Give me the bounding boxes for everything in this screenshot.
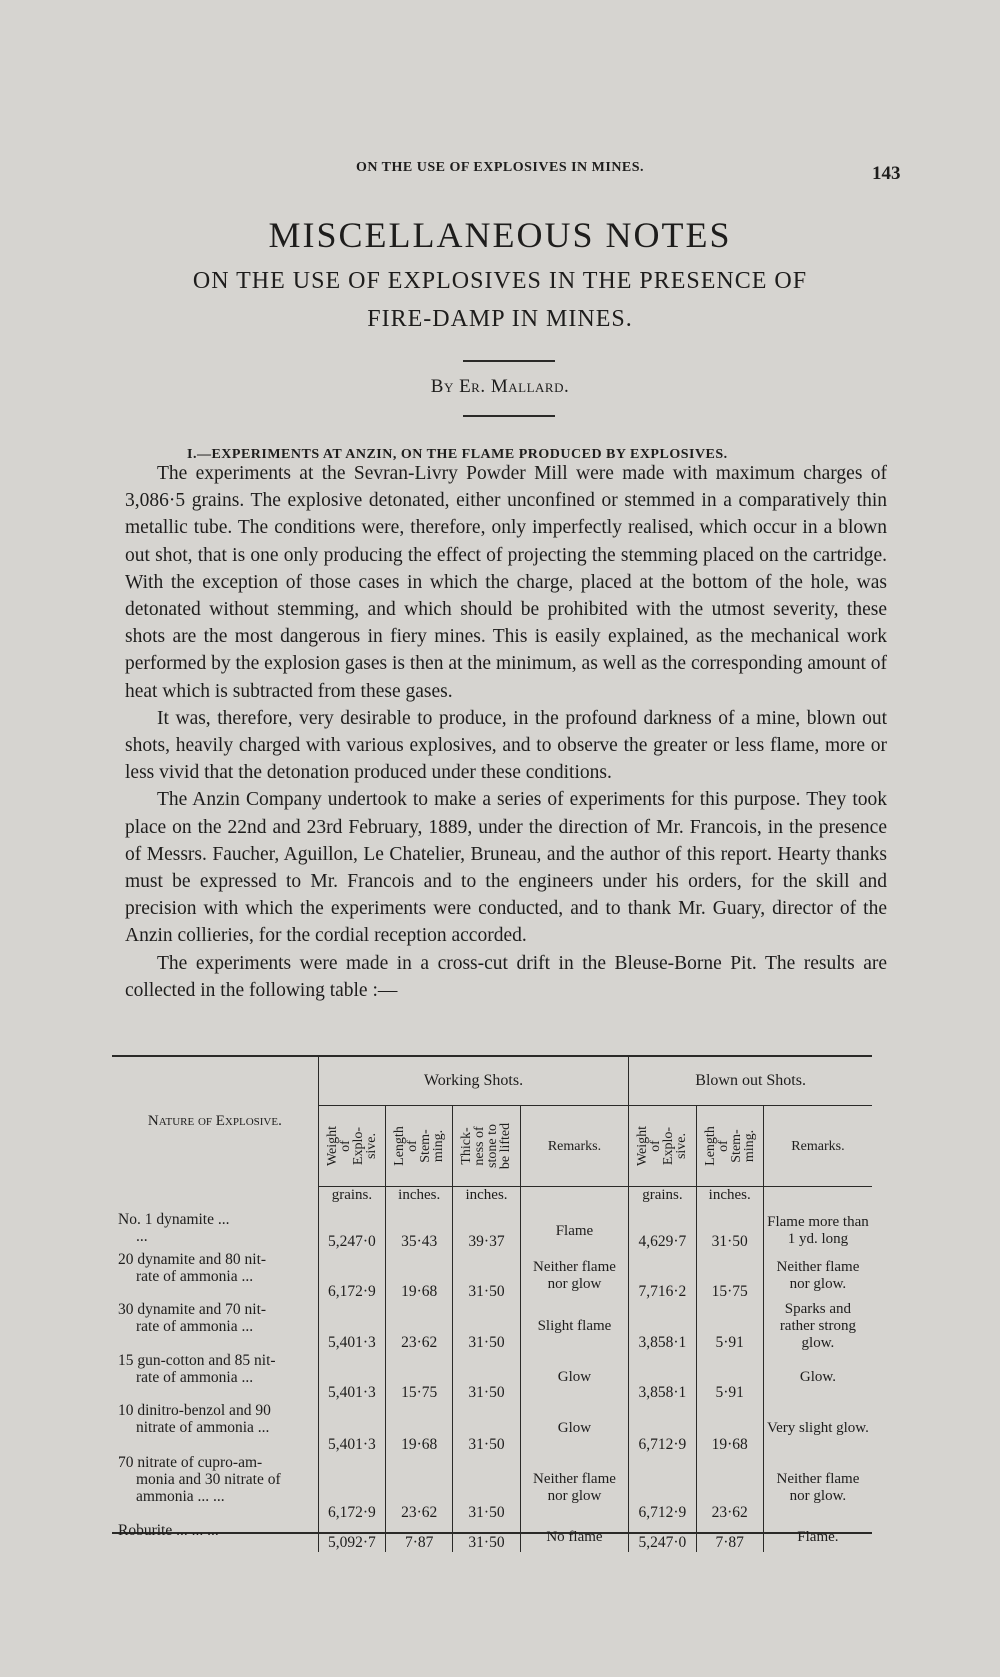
paragraph-3: The Anzin Company undertook to make a series of experiments for this purpose. They took place on the 22nd and 23rd February, 1889, under the direction of Mr. Francois, in the presence of Messrs. Faucher, Aguillon, Le Chatelier, Bruneau, and the author of this report. Hearty thanks must be expressed to Mr. Francois and to the engineers under his orders, for the skill and precision with which the experiments were conducted, and to thank Mr. Guary, director of the Anzin collieries, for the cordial reception accorded.	[125, 789, 887, 947]
header-working-shots: Working Shots.	[318, 1057, 629, 1106]
table-row	[112, 1301, 872, 1352]
blown-remarks: Very slight glow.	[766, 1419, 869, 1436]
explosive-name	[112, 1211, 318, 1251]
results-table	[112, 1057, 872, 1552]
explosive-name-line-1: 15 gun-cotton and 85 nit-	[118, 1352, 276, 1369]
working-remarks: Neither flame nor glow	[520, 1251, 629, 1301]
explosive-name-line-2: rate of ammonia ...	[136, 1318, 254, 1335]
blown-stemming-length: 19·68	[696, 1402, 763, 1454]
explosive-name	[112, 1522, 318, 1552]
explosive-name	[112, 1402, 318, 1454]
explosive-name-line-2: rate of ammonia ...	[136, 1268, 254, 1285]
working-stemming-length: 19·68	[386, 1402, 453, 1454]
working-stemming-length: 23·62	[386, 1301, 453, 1352]
explosive-name-line-2: monia and 30 nitrate of ammonia ... ...	[136, 1471, 281, 1505]
header-nature-of-explosive: Nature of Explosive.	[112, 1057, 318, 1187]
working-weight: 5,247·0	[318, 1211, 385, 1251]
header-working-weight: Weight of Explo- sive.	[318, 1106, 385, 1187]
blown-weight: 5,247·0	[629, 1522, 696, 1552]
blown-stemming-length: 15·75	[696, 1251, 763, 1301]
table-row	[112, 1251, 872, 1301]
unit-label: grains.	[318, 1187, 385, 1212]
blown-weight: 3,858·1	[629, 1301, 696, 1352]
table-row	[112, 1454, 872, 1522]
explosive-name-line-1: 70 nitrate of cupro-am-	[118, 1454, 263, 1471]
working-stone-thickness: 31·50	[453, 1251, 520, 1301]
paragraph-4: The experiments were made in a cross-cut drift in the Bleuse-Borne Pit. The results are collected in the following table :—	[125, 952, 887, 1001]
header-blown-length: Length of Stem- ming.	[696, 1106, 763, 1187]
table-row	[112, 1402, 872, 1454]
working-stemming-length: 35·43	[386, 1211, 453, 1251]
blown-stemming-length: 5·91	[696, 1301, 763, 1352]
explosive-name-line-2: rate of ammonia ...	[136, 1369, 254, 1386]
byline-rule	[463, 415, 555, 417]
working-stemming-length: 15·75	[386, 1352, 453, 1402]
blown-weight: 6,712·9	[629, 1454, 696, 1522]
unit-label: inches.	[453, 1187, 520, 1212]
byline: By Er. Mallard.	[430, 376, 570, 397]
unit-label: inches.	[386, 1187, 453, 1212]
working-weight: 5,401·3	[318, 1301, 385, 1352]
explosive-name	[112, 1301, 318, 1352]
working-stone-thickness: 31·50	[453, 1301, 520, 1352]
explosive-name-line-1: 10 dinitro-benzol and 90	[118, 1402, 271, 1419]
results-table-frame	[112, 1055, 872, 1551]
working-remarks: Glow	[520, 1402, 629, 1454]
blown-remarks: Glow.	[799, 1368, 836, 1385]
explosive-name-line-2: ...	[136, 1228, 148, 1245]
blown-stemming-length: 7·87	[696, 1522, 763, 1552]
explosive-name-line-1: No. 1 dynamite ...	[118, 1211, 230, 1228]
unit-label: grains.	[629, 1187, 696, 1212]
working-weight: 5,401·3	[318, 1402, 385, 1454]
working-weight: 6,172·9	[318, 1251, 385, 1301]
explosive-name-line-2: nitrate of ammonia ...	[136, 1419, 270, 1436]
explosive-name	[112, 1454, 318, 1522]
blown-stemming-length: 5·91	[696, 1352, 763, 1402]
blown-stemming-length: 31·50	[696, 1211, 763, 1251]
working-weight: 6,172·9	[318, 1454, 385, 1522]
header-working-remarks: Remarks.	[520, 1106, 629, 1187]
working-remarks: No flame	[520, 1522, 629, 1552]
working-stone-thickness: 31·50	[453, 1454, 520, 1522]
working-weight: 5,092·7	[318, 1522, 385, 1552]
explosive-name-line-1: 20 dynamite and 80 nit-	[118, 1251, 267, 1268]
blown-weight: 4,629·7	[629, 1211, 696, 1251]
working-stone-thickness: 31·50	[453, 1352, 520, 1402]
blown-remarks: Neither flame nor glow.	[776, 1259, 860, 1292]
working-stemming-length: 7·87	[386, 1522, 453, 1552]
working-stemming-length: 19·68	[386, 1251, 453, 1301]
explosive-name	[112, 1251, 318, 1301]
header-blown-remarks: Remarks.	[763, 1106, 872, 1187]
header-working-length: Length of Stem- ming.	[386, 1106, 453, 1187]
blown-remarks: Flame.	[797, 1528, 839, 1545]
working-weight: 5,401·3	[318, 1352, 385, 1402]
working-stemming-length: 23·62	[386, 1454, 453, 1522]
blown-weight: 3,858·1	[629, 1352, 696, 1402]
running-head: ON THE USE OF EXPLOSIVES IN MINES.	[355, 160, 645, 175]
working-remarks: Neither flame nor glow	[520, 1454, 629, 1522]
table-row	[112, 1211, 872, 1251]
header-blown-out-shots: Blown out Shots.	[629, 1057, 872, 1106]
article-title: MISCELLANEOUS NOTES	[268, 215, 732, 255]
unit-label: inches.	[696, 1187, 763, 1212]
table-row	[112, 1522, 872, 1552]
blown-remarks: Neither flame nor glow.	[776, 1471, 860, 1504]
blown-weight: 7,716·2	[629, 1251, 696, 1301]
paragraph-1: The experiments at the Sevran-Livry Powder Mill were made with maximum charges of 3,086·5 grains. The explosive detonated, either unconfined or stemmed in a comparatively thin metallic tube. The conditions were, therefore, only imperfectly realised, which occur in a blown out shot, that is one only producing the effect of projecting the stemming placed on the cartridge. With the exception of those cases in which the charge, placed at the bottom of the hole, was detonated without stemming, and which should be prohibited with the utmost severity, these shots are the most dangerous in fiery mines. This is easily explained, as the mechanical work performed by the explosion gases is then at the minimum, as well as the corresponding amount of heat which is subtracted from these gases.	[125, 463, 887, 702]
working-stone-thickness: 39·37	[453, 1211, 520, 1251]
article-subtitle-line-2: FIRE-DAMP IN MINES.	[367, 306, 633, 332]
explosive-name-line-1: 30 dynamite and 70 nit-	[118, 1301, 267, 1318]
working-remarks: Slight flame	[520, 1301, 629, 1352]
blown-remarks: Flame more than 1 yd. long	[767, 1214, 869, 1247]
explosive-name-line-1: Roburite ... ... ...	[118, 1522, 219, 1539]
header-blown-weight: Weight of Explo- sive.	[629, 1106, 696, 1187]
table-row	[112, 1352, 872, 1402]
header-working-thickness: Thick- ness of stone to be lifted	[453, 1106, 520, 1187]
working-remarks: Glow	[520, 1352, 629, 1402]
blown-weight: 6,712·9	[629, 1402, 696, 1454]
working-stone-thickness: 31·50	[453, 1522, 520, 1552]
explosive-name	[112, 1352, 318, 1402]
page-number: 143	[872, 163, 901, 184]
body-text	[125, 460, 887, 1004]
article-subtitle-line-1: ON THE USE OF EXPLOSIVES IN THE PRESENCE OF	[192, 268, 808, 294]
blown-stemming-length: 23·62	[696, 1454, 763, 1522]
section-heading: I.—EXPERIMENTS AT ANZIN, ON THE FLAME PRODUCED BY EXPLOSIVES.	[187, 447, 728, 462]
working-stone-thickness: 31·50	[453, 1402, 520, 1454]
working-remarks: Flame	[520, 1211, 629, 1251]
paragraph-2: It was, therefore, very desirable to produce, in the profound darkness of a mine, blown out shots, heavily charged with various explosives, and to observe the greater or less flame, more or less vivid that the detonation produced under these conditions.	[125, 707, 887, 784]
title-rule	[463, 360, 555, 362]
blown-remarks: Sparks and rather strong glow.	[779, 1301, 857, 1351]
